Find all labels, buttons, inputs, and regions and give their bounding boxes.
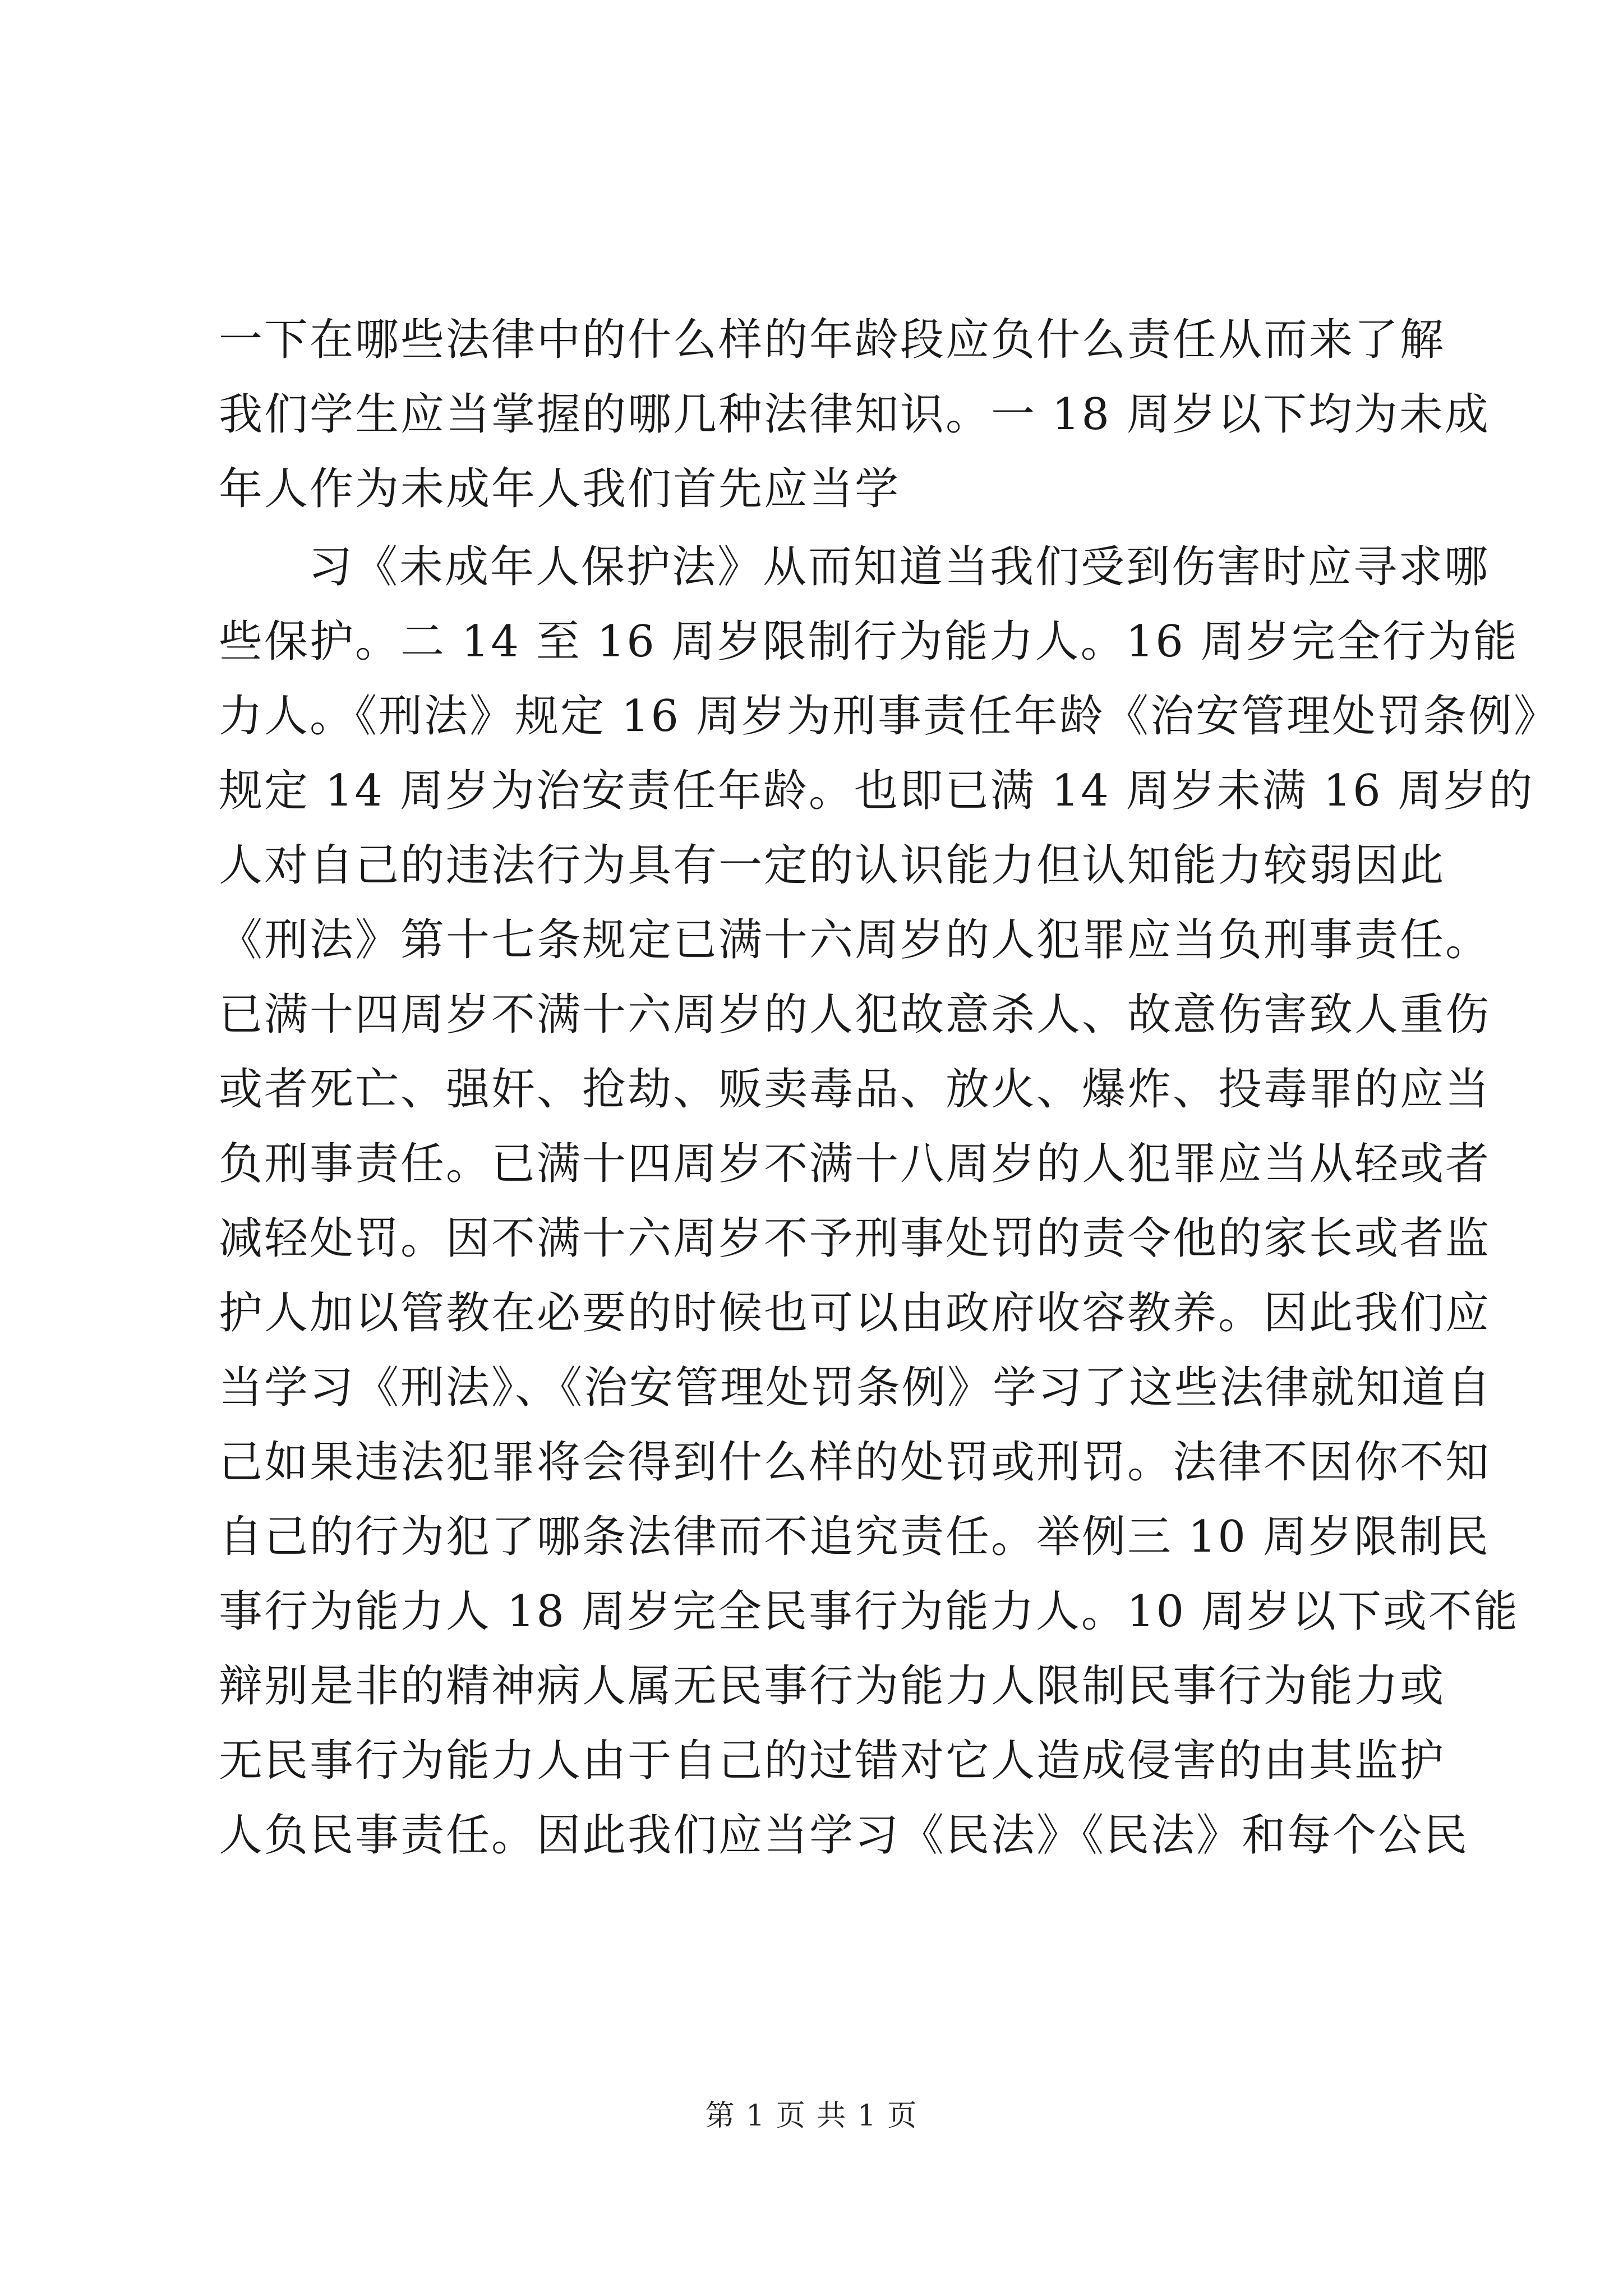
text-line: 习《未成年人保护法》从而知道当我们受到伤害时应寻求哪 — [308, 542, 1490, 592]
text-line: 辩别是非的精神病人属无民事行为能力人限制民事行为能力或 — [219, 1661, 1446, 1711]
text-line: 年人作为未成年人我们首先应当学 — [219, 464, 901, 514]
text-line: 无民事行为能力人由于自己的过错对它人造成侵害的由其监护 — [219, 1736, 1446, 1786]
text-line: 一下在哪些法律中的什么样的年龄段应负什么责任从而来了解 — [219, 315, 1446, 365]
text-line: 人对自己的违法行为具有一定的认识能力但认知能力较弱因此 — [219, 840, 1446, 891]
paragraph-1 — [219, 303, 1490, 527]
text-line: 些保护。二 14 至 16 周岁限制行为能力人。16 周岁完全行为能 — [219, 616, 1519, 667]
text-line: 护人加以管教在必要的时候也可以由政府收容教养。因此我们应 — [219, 1288, 1491, 1338]
text-line: 已满十四周岁不满十六周岁的人犯故意杀人、故意伤害致人重伤 — [219, 990, 1491, 1040]
page-footer: 第 1 页 共 1 页 — [705, 2099, 918, 2133]
text-line: 我们学生应当掌握的哪几种法律知识。一 18 周岁以下均为未成 — [219, 389, 1490, 440]
text-line: 当学习《刑法》、《治安管理处罚条例》学习了这些法律就知道自 — [219, 1363, 1493, 1413]
text-line: 力人。《刑法》规定 16 周岁为刑事责任年龄《治安管理处罚条例》 — [219, 691, 1559, 742]
text-line: 减轻处罚。因不满十六周岁不予刑事处罚的责令他的家长或者监 — [219, 1213, 1491, 1264]
text-line: 己如果违法犯罪将会得到什么样的处罚或刑罚。法律不因你不知 — [219, 1437, 1491, 1488]
text-line: 或者死亡、强奸、抢劫、贩卖毒品、放火、爆炸、投毒罪的应当 — [219, 1064, 1491, 1115]
paragraph-2 — [219, 530, 1559, 1873]
text-line: 规定 14 周岁为治安责任年龄。也即已满 14 周岁未满 16 周岁的 — [219, 766, 1534, 816]
text-line: 负刑事责任。已满十四周岁不满十八周岁的人犯罪应当从轻或者 — [219, 1139, 1491, 1189]
text-line: 人负民事责任。因此我们应当学习《民法》《民法》和每个公民 — [219, 1810, 1469, 1861]
text-line: 自己的行为犯了哪条法律而不追究责任。举例三 10 周岁限制民 — [219, 1512, 1490, 1562]
text-line: 事行为能力人 18 周岁完全民事行为能力人。10 周岁以下或不能 — [219, 1586, 1519, 1637]
text-line: 《刑法》第十七条规定已满十六周岁的人犯罪应当负刑事责任。 — [219, 915, 1491, 965]
